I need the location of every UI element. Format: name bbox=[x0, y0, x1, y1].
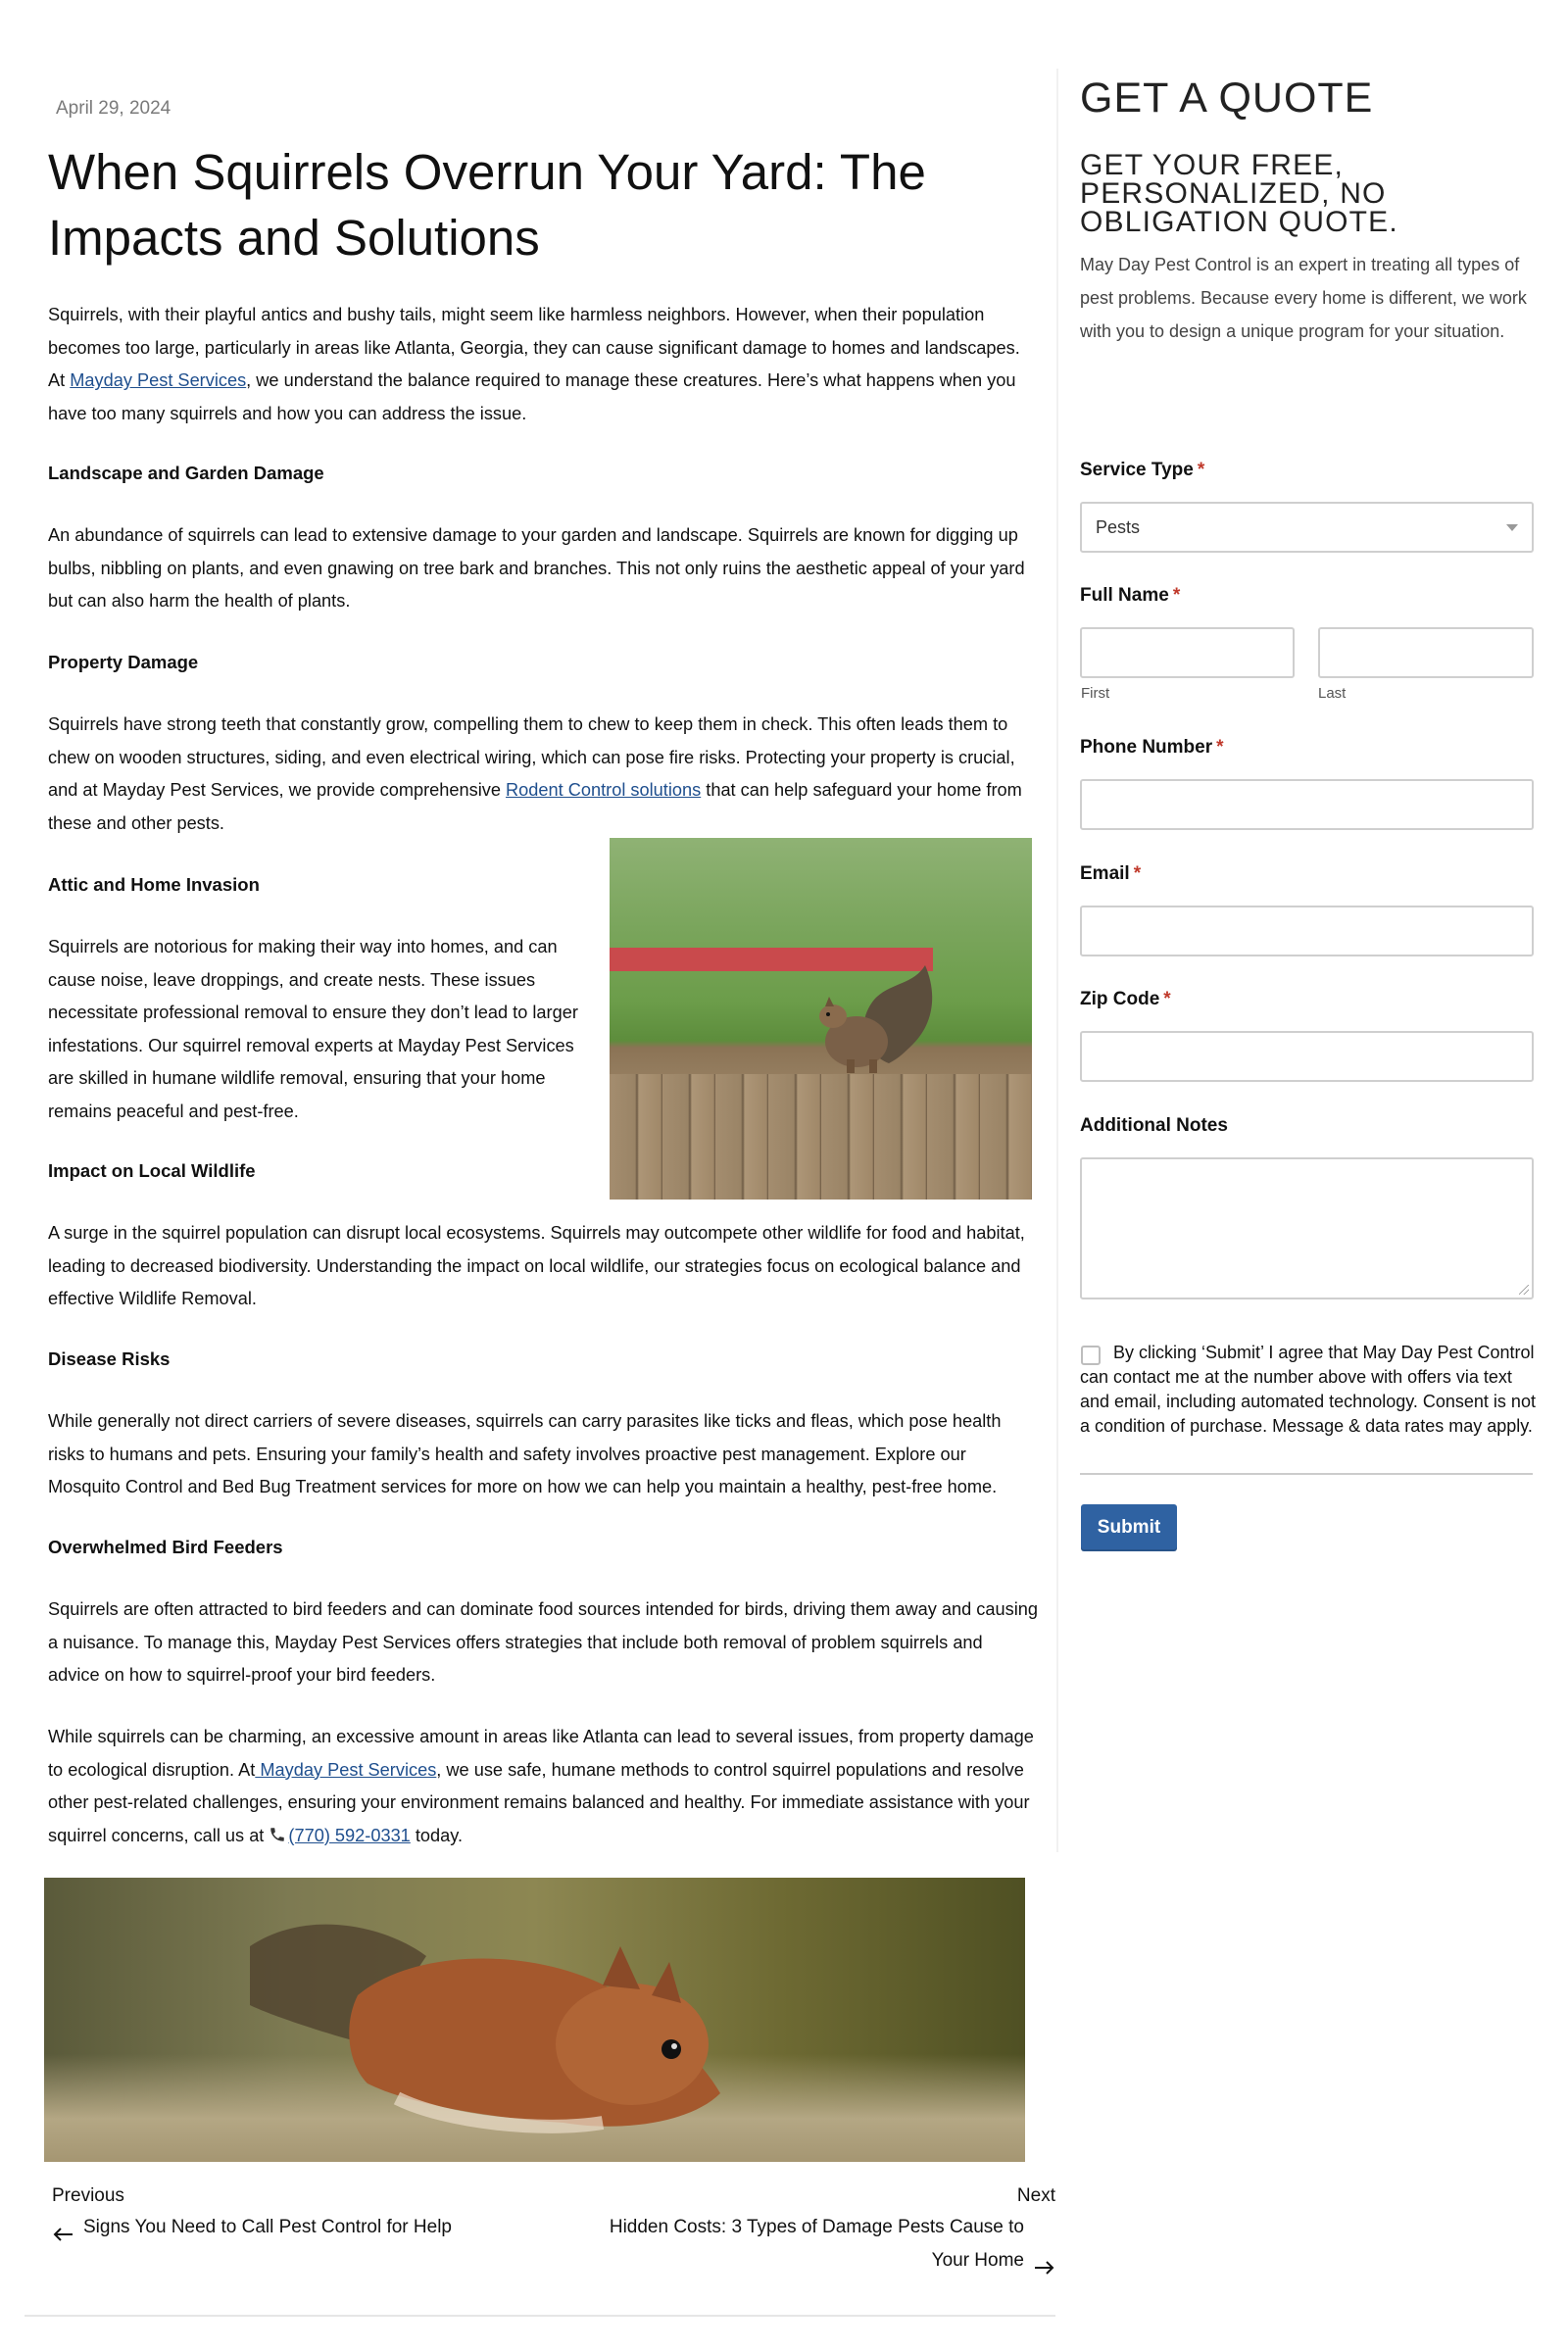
consent-text: By clicking ‘Submit’ I agree that May Day Pest Control can contact me at the number above with offers via text and email, including automated technology. Consent is not a condition of purchase. Message & data rates may apply. bbox=[1080, 1343, 1536, 1436]
heading-disease: Disease Risks bbox=[48, 1348, 171, 1369]
closing-text-b: , we use safe, humane methods to control squirrel populations and resolve other pest-related challenges, ensuring your environment remains balanced and healthy. For immediate assistance with your squirrel concerns, call us at bbox=[48, 1759, 1030, 1845]
phone-label-text: Phone Number bbox=[1080, 737, 1213, 758]
heading-landscape: Landscape and Garden Damage bbox=[48, 463, 324, 483]
heading-property: Property Damage bbox=[48, 652, 199, 672]
previous-label: Previous bbox=[52, 2185, 124, 2206]
paragraph-disease: While generally not direct carriers of severe diseases, squirrels can carry parasites like ticks and fleas, which pose health risks to humans and pets. Ensuring your family’s health and safety involves proactive pest management. Explore our Mosquito Control and Bed Bug Treatment services for more on how we can help you maintain a healthy, pest-free home. bbox=[48, 1411, 1002, 1497]
last-name-input[interactable] bbox=[1318, 627, 1534, 678]
property-text-a: Squirrels have strong teeth that constantly grow, compelling them to chew to keep them in check. This often leads them to chew on wooden structures, siding, and even electrical wiring, which can pose fire risks. Protecting your property is crucial, and at Mayday Pest Services, we provide comprehensive bbox=[48, 714, 1015, 801]
post-date: April 29, 2024 bbox=[56, 98, 172, 119]
full-name-label bbox=[1080, 585, 1180, 607]
squirrel-shape bbox=[796, 956, 943, 1083]
fence-shape bbox=[610, 1074, 1032, 1200]
submit-button[interactable]: Submit bbox=[1081, 1504, 1177, 1551]
closing-text-c: today. bbox=[410, 1825, 464, 1845]
next-label: Next bbox=[1016, 2185, 1055, 2206]
post-title: When Squirrels Overrun Your Yard: The Impacts and Solutions bbox=[48, 144, 926, 266]
mayday-link-closing[interactable]: Mayday Pest Services bbox=[255, 1759, 437, 1780]
phone-input[interactable] bbox=[1080, 779, 1534, 830]
phone-icon bbox=[269, 1822, 288, 1839]
squirrel-drinking-image bbox=[44, 1878, 1025, 2162]
zip-input[interactable] bbox=[1080, 1031, 1534, 1082]
intro-text-a: Squirrels, with their playful antics and bushy tails, might seem like harmless neighbors. However, when their population becomes too large, particularly in areas like Atlanta, Georgia, they can cause significant damage to homes and landscapes. At bbox=[48, 305, 1020, 391]
email-input[interactable] bbox=[1080, 906, 1534, 956]
service-type-select[interactable] bbox=[1080, 502, 1534, 553]
service-type-value: Pests bbox=[1096, 517, 1141, 537]
heading-attic: Attic and Home Invasion bbox=[48, 874, 260, 895]
post-navigation bbox=[24, 2185, 1055, 2317]
squirrel-shape bbox=[250, 1887, 760, 2152]
next-post-link[interactable]: Hidden Costs: 3 Types of Damage Pests Cause to Your Home bbox=[609, 2217, 1024, 2271]
arrow-right-icon[interactable] bbox=[1034, 2260, 1055, 2276]
squirrel-on-fence-image bbox=[610, 838, 1032, 1200]
required-mark: * bbox=[1133, 863, 1142, 884]
heading-wildlife: Impact on Local Wildlife bbox=[48, 1160, 256, 1181]
rodent-control-link[interactable]: Rodent Control solutions bbox=[506, 780, 702, 801]
quote-intro: May Day Pest Control is an expert in treating all types of pest problems. Because every home is different, we work with you to design a unique program for your situation. bbox=[1080, 255, 1527, 341]
required-mark: * bbox=[1216, 737, 1224, 758]
last-sublabel: Last bbox=[1318, 685, 1347, 702]
full-name-label-text: Full Name bbox=[1080, 585, 1169, 606]
notes-label: Additional Notes bbox=[1080, 1115, 1228, 1136]
intro-paragraph bbox=[48, 299, 1038, 430]
paragraph-attic: Squirrels are notorious for making their way into homes, and can cause noise, leave droppings, and create nests. These issues necessitate professional removal to ensure they don’t lead to larger infestations. Our squirrel removal experts at Mayday Pest Services are skilled in humane wildlife removal, ensuring that your home remains peaceful and pest-free. bbox=[48, 937, 578, 1121]
phone-link[interactable]: (770) 592-0331 bbox=[288, 1825, 411, 1845]
paragraph-property bbox=[48, 709, 1038, 840]
closing-text-a: While squirrels can be charming, an excessive amount in areas like Atlanta can lead to several issues, from property damage to ecological disruption. At bbox=[48, 1727, 1034, 1780]
email-label-text: Email bbox=[1080, 863, 1130, 884]
mayday-link[interactable]: Mayday Pest Services bbox=[70, 370, 247, 391]
required-mark: * bbox=[1163, 989, 1171, 1009]
paragraph-birds: Squirrels are often attracted to bird feeders and can dominate food sources intended for birds, driving them away and causing a nuisance. To manage this, Mayday Pest Services offers strategies that include both removal of problem squirrels and advice on how to squirrel-proof your bird feeders. bbox=[48, 1599, 1038, 1686]
closing-paragraph bbox=[48, 1721, 1038, 1852]
arrow-left-icon[interactable] bbox=[52, 2227, 74, 2242]
service-type-label-text: Service Type bbox=[1080, 460, 1194, 480]
previous-post-link[interactable]: Signs You Need to Call Pest Control for Help bbox=[83, 2217, 452, 2237]
required-mark: * bbox=[1197, 460, 1205, 480]
zip-label-text: Zip Code bbox=[1080, 989, 1160, 1009]
first-name-input[interactable] bbox=[1080, 627, 1295, 678]
consent-divider bbox=[1080, 1473, 1533, 1475]
required-mark: * bbox=[1172, 585, 1181, 606]
intro-text-b: , we understand the balance required to manage these creatures. Here’s what happens when you have too many squirrels and how you can address the issue. bbox=[48, 370, 1016, 423]
chevron-down-icon bbox=[1506, 524, 1518, 531]
quote-subtitle: GET YOUR FREE, PERSONALIZED, NO OBLIGATION QUOTE. bbox=[1080, 149, 1398, 238]
zip-label bbox=[1080, 989, 1171, 1010]
email-label bbox=[1080, 863, 1141, 885]
phone-label bbox=[1080, 737, 1224, 759]
service-type-label bbox=[1080, 460, 1204, 481]
heading-birds: Overwhelmed Bird Feeders bbox=[48, 1537, 283, 1557]
quote-title: GET A QUOTE bbox=[1080, 74, 1374, 122]
notes-textarea[interactable] bbox=[1080, 1157, 1534, 1299]
sidebar-divider bbox=[1056, 69, 1058, 1852]
paragraph-landscape: An abundance of squirrels can lead to extensive damage to your garden and landscape. Squirrels are known for digging up bulbs, nibbling on plants, and even gnawing on tree bark and branches. This not only ruins the aesthetic appeal of your yard but can also harm the health of plants. bbox=[48, 525, 1025, 612]
paragraph-wildlife: A surge in the squirrel population can disrupt local ecosystems. Squirrels may outcompete other wildlife for food and habitat, leading to decreased biodiversity. Understanding the impact on local wildlife, our strategies focus on ecological balance and effective Wildlife Removal. bbox=[48, 1223, 1025, 1309]
first-sublabel: First bbox=[1081, 685, 1110, 702]
resize-grip-icon[interactable] bbox=[1519, 1285, 1529, 1295]
property-text-b: that can help safeguard your home from these and other pests. bbox=[48, 780, 1022, 833]
